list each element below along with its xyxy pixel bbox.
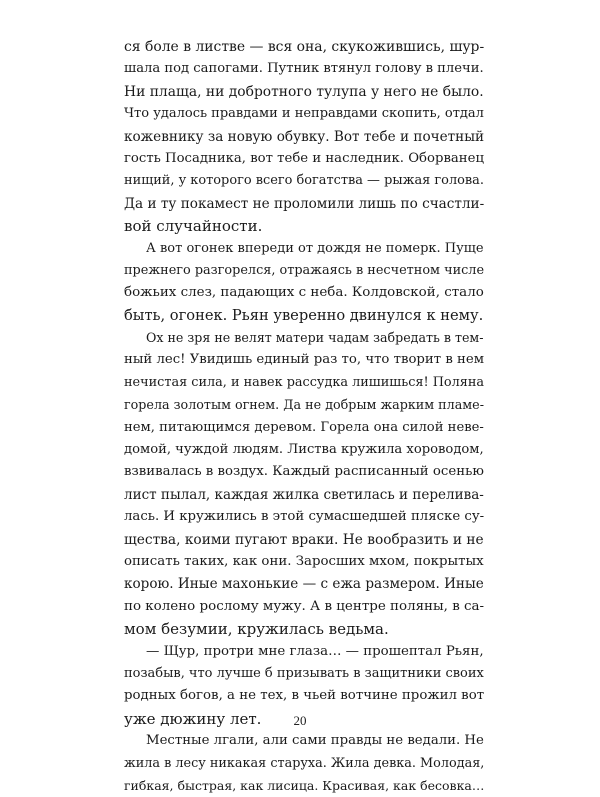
text-line: мом безумии, кружилась ведьма.: [124, 620, 389, 639]
text-line: нищий, у которого всего богатства — рыжая голова.: [124, 173, 484, 189]
page-number: 20: [293, 713, 307, 728]
text-line: кожевнику за новую обувку. Вот тебе и почетный: [124, 128, 485, 145]
text-line: родных богов, а не тех, в чьей вотчине прожил вот: [124, 688, 485, 704]
text-line: взвивалась в воздух. Каждый расписанный осенью: [124, 464, 484, 480]
text-line: лист пылал, каждая жилка светилась и перелива-: [124, 486, 484, 503]
paragraph-1: [124, 36, 484, 238]
text-line: горела золотым огнем. Да не добрым жарким пламе-: [124, 397, 484, 413]
text-line: лась. И кружились в этой сумасшедшей пляске су-: [124, 509, 485, 525]
text-line: нем, питающимся деревом. Горела она силой неве-: [124, 419, 484, 435]
text-line: по колено рослому мужу. А в центре поляны, в са-: [124, 598, 485, 614]
paragraph-3: [124, 327, 484, 640]
text-line: ся боле в листве — вся она, скукожившись, шур-: [124, 39, 485, 55]
text-line: описать таких, как они. Заросших мхом, покрытых: [124, 553, 484, 569]
text-line: Ни плаща, ни добротного тулупа у него не было.: [124, 83, 484, 100]
paragraph-5: [124, 730, 484, 797]
text-line: вой случайности.: [124, 217, 263, 236]
text-line: прежнего разгорелся, отражаясь в несчетном числе: [124, 262, 485, 278]
text-line: корою. Иные махонькие — с ежа размером. Иные: [124, 576, 484, 593]
text-line: жила в лесу никакая старуха. Жила девка. Молодая,: [124, 755, 485, 771]
text-line: быть, огонек. Рьян уверенно двинулся к нему.: [124, 306, 484, 324]
text-line: — Щур, протри мне глаза… — прошептал Рьян,: [146, 643, 484, 659]
text-line: Что удалось правдами и неправдами скопить, отдал: [124, 106, 484, 122]
text-line: Местные лгали, али сами правды не ведали. Не: [146, 733, 484, 749]
text-line: ный лес! Увидишь единый раз то, что творит в нем: [124, 352, 485, 368]
text-line: шала под сапогами. Путник втянул голову в плечи.: [124, 61, 484, 77]
text-line: нечистая сила, и навек рассудка лишишься! Поляна: [124, 374, 485, 390]
text-line: позабыв, что лучше б призывать в защитники своих: [124, 665, 484, 681]
text-line: домой, чуждой людям. Листва кружила хороводом,: [124, 442, 484, 458]
text-line: А вот огонек впереди от дождя не померк. Пуще: [146, 240, 484, 256]
paragraph-2: [124, 238, 484, 328]
text-line: гибкая, быстрая, как лисица. Красивая, как бесовка…: [124, 777, 485, 793]
book-page-text: [124, 36, 484, 797]
text-line: Да и ту покамест не проломили лишь по счастли-: [124, 195, 485, 212]
text-line: Ох не зря не велят матери чадам забредать в тем-: [146, 330, 484, 346]
text-line: щества, коими пугают враки. Не вообразить и не: [124, 531, 484, 548]
text-line: божьих слез, падающих с неба. Колдовской, стало: [124, 285, 484, 301]
text-line: уже дюжину лет.: [124, 709, 262, 728]
text-line: гость Посадника, вот тебе и наследник. Оборванец: [124, 150, 484, 166]
